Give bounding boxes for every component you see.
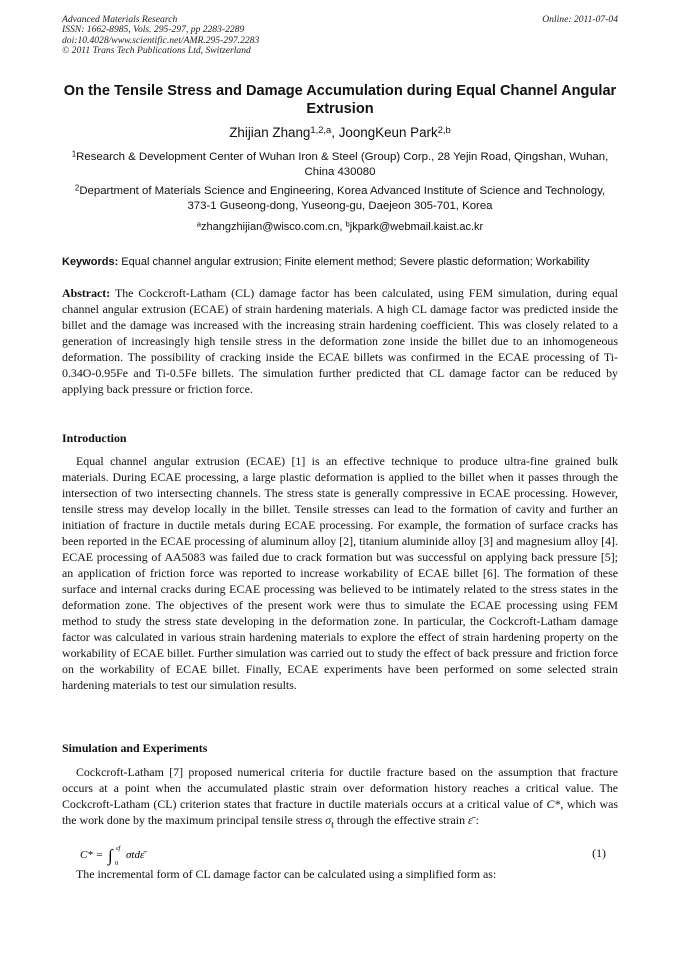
affiliation-text: Research & Development Center of Wuhan Iron & Steel (Group) Corp., 28 Yejin Road, Qingshan, Wuhan, China 430080 [76, 151, 609, 178]
sigma-subscript: t [331, 819, 334, 831]
email-sup: a [196, 219, 202, 229]
abstract-label: Abstract: [62, 286, 111, 300]
keywords-text: Equal channel angular extrusion; Finite element method; Severe plastic deformation; Workability [118, 256, 590, 268]
doi-line: doi:10.4028/www.scientific.net/AMR.295-297.2283 [62, 34, 260, 46]
introduction-paragraph: Equal channel angular extrusion (ECAE) [1] is an effective technique to produce ultra-fine grained bulk materials. During ECAE processing, a large plastic deformation is applied to the billet when it passes through the intersection of two intersecting channels. The stress state is generally compressive in ECAE processing. However, tensile stress may develop locally in the billet. Tensile stresses can lead to the formation of cavity and further an initiation of fracture in ductile metals during ECAE processing. For example, the formation of surface cracks has been reported in the ECAE processing of aluminum alloy [2], titanium aluminide alloy [3] and magnesium alloy [4]. ECAE processing of AA5083 was failed due to crack formation but was successful on applying back pressure [5]; an application of friction force was reported to increase workability of ECAE billet [6]. The formation of these surface and internal cracks during ECAE processing was believed to be intimately related to the stress states in the deformation zone. The objectives of the present work were thus to simulate the ECAE processing using FEM method to study the stress state developing in the deformation zone. In particular, the Cockcroft-Latham damage factor was calculated in various strain hardening materials to explore the effect of strain hardening property on the workability of ECAE billet. Further simulation was carried out to study the effect of back pressure and friction force on the workability of ECAE billet. Finally, ECAE experiments have been performed on some selected strain hardening materials to test our simulation results. [62, 454, 618, 692]
critical-value-symbol: C* [546, 797, 561, 811]
equation-number: (1) [592, 846, 606, 860]
author-name: Zhijian Zhang [229, 125, 311, 140]
eq-lower-limit: 0 [115, 860, 119, 866]
affiliation-1 [62, 150, 618, 180]
eq-integrand: σtdε̄ [126, 849, 145, 861]
equation-graphic [80, 844, 200, 866]
paragraph-text: Cockcroft-Latham [7] proposed numerical criteria for ductile fracture based on the assumption that fracture occurs at a point when the accumulated plastic strain over deformation history reaches a critical value. The Cockcroft-Latham (CL) criterion states that fracture in ductile materials occurs at a critical value of [62, 765, 618, 811]
affiliation-sup: 1 [71, 149, 77, 159]
affiliation-text: Department of Materials Science and Engineering, Korea Advanced Institute of Science and Technology, 373-1 Guseong-dong, Yuseong-gu, Daejeon 305-701, Korea [79, 185, 606, 212]
paragraph-text: , which was the work done by the maximum principal tensile stress [62, 797, 618, 827]
journal-header [62, 15, 618, 57]
online-date: Online: 2011-07-04 [542, 14, 618, 25]
paragraph-text: through the effective strain [333, 813, 469, 827]
eq-upper-limit: ε̄f [116, 845, 121, 852]
section-heading-introduction: Introduction [62, 431, 127, 445]
simulation-paragraph [62, 764, 618, 833]
section-heading-simulation: Simulation and Experiments [62, 741, 208, 755]
email-sup: b [345, 219, 350, 229]
keywords-label: Keywords: [62, 256, 119, 268]
equation-1 [80, 844, 618, 864]
email-address[interactable]: zhangzhijian@wisco.com.cn, [201, 221, 346, 233]
incremental-form-sentence: The incremental form of CL damage factor can be calculated using a simplified form as: [76, 867, 497, 881]
abstract-block [62, 285, 618, 397]
eq-lhs: C* = [80, 849, 104, 861]
abstract-text: The Cockcroft-Latham (CL) damage factor has been calculated, using FEM simulation, during equal channel angular extrusion (ECAE) of strain hardening materials. A high CL damage factor was predicted inside the billet and the damage was increased with the increasing strain hardening coefficient. This was closely related to a generation of increasingly high tensile stress in the deformation zone inside the billet due to an inhomogeneous deformation. The possibility of cracking inside the ECAE billets was confirmed in the ECAE processing of Ti-0.34O-0.95Fe and Ti-0.5Fe billets. The simulation further predicted that CL damage factor can be reduced by applying back pressure or friction force. [62, 286, 618, 396]
copyright-line: © 2011 Trans Tech Publications Ltd, Switzerland [62, 45, 251, 57]
paragraph-text: : [472, 813, 479, 827]
affiliation-sup: 2 [74, 183, 80, 193]
integral-sign: ∫ [108, 846, 113, 865]
journal-name: Advanced Materials Research [62, 14, 178, 25]
keywords-block [62, 255, 618, 269]
paper-title: On the Tensile Stress and Damage Accumulation during Equal Channel Angular Extrusion [63, 83, 617, 117]
author-name: JoongKeun Park [338, 125, 438, 140]
email-line [62, 220, 618, 234]
effective-strain-symbol: ε̄ [468, 813, 473, 827]
author-affil-sup: 2,b [437, 124, 451, 135]
author-affil-sup: 1,2,a [310, 124, 332, 135]
author-line [62, 124, 618, 141]
issn-line: ISSN: 1662-8985, Vols. 295-297, pp 2283-2289 [62, 24, 245, 36]
email-address[interactable]: jkpark@webmail.kaist.ac.kr [349, 221, 484, 233]
affiliation-2 [62, 184, 618, 214]
author-separator: , [331, 125, 339, 140]
sigma-symbol: σ [325, 813, 332, 827]
